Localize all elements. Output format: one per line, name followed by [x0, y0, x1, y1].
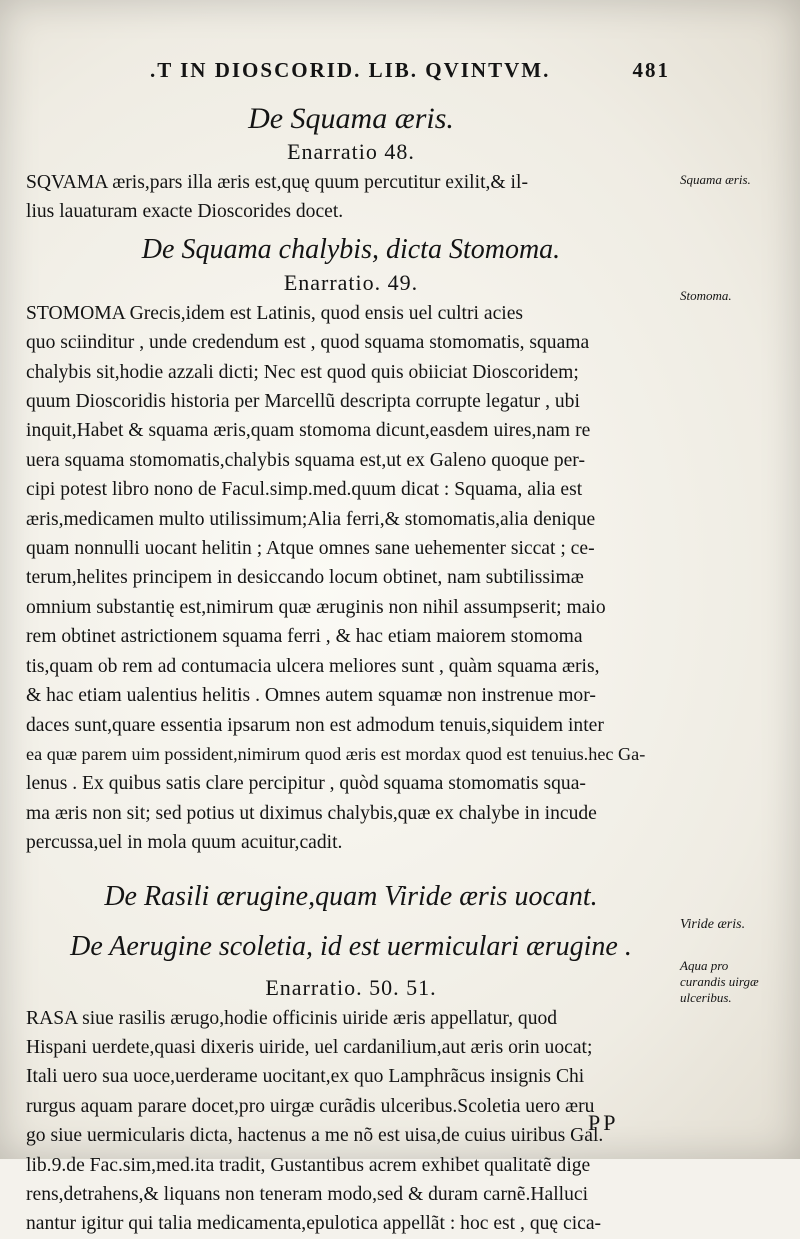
text-line: omnium substantię est,nimirum quæ æruginis non nihil assumpserit; maio [26, 596, 606, 618]
page-number: 481 [632, 58, 670, 82]
text-line: tis,quam ob rem ad contumacia ulcera meliores sunt , quàm squama æris, [26, 655, 600, 677]
spacer [26, 916, 676, 924]
text-line: daces sunt,quare essentia ipsarum non est admodum tenuis,siquidem inter [26, 714, 604, 736]
text-line: rens,detrahens,& liquans non teneram modo,sed & duram carnẽ.Halluci [26, 1183, 589, 1205]
margin-note-aqua-pro-curandis: Aqua pro curandis uirgæ ulceribus. [680, 958, 759, 1005]
spacer [26, 858, 676, 874]
running-head-title: .T IN DIOSCORID. LIB. QVINTVM. [150, 58, 551, 82]
text-line: STOMOMA Grecis,idem est Latinis, quod ensis uel cultri acies [26, 302, 524, 324]
enarratio-48: Enarratio 48. [287, 139, 415, 164]
text-line: inquit,Habet & squama æris,quam stomoma dicunt,easdem uires,nam re [26, 420, 591, 442]
margin-note-squama-aeris: Squama æris. [680, 172, 751, 187]
text-line: quam nonnulli uocant helitin ; Atque omnes sane uehementer siccat ; ce- [26, 538, 595, 560]
section-heading-squama-chalybis: De Squama chalybis, dicta Stomoma. [141, 233, 561, 265]
text-line: æris,medicamen multo utilissimum;Alia ferri,& stomomatis,alia denique [26, 508, 596, 530]
spacer [26, 966, 676, 974]
enarratio-50-51: Enarratio. 50. 51. [265, 974, 437, 1000]
text-line: nantur igitur qui talia medicamenta,epulotica appellãt : hoc est , quę cica- [26, 1213, 602, 1235]
text-line: lius lauaturam exacte Dioscorides docet. [26, 201, 344, 223]
paragraph-48 [26, 168, 676, 227]
text-line: uera squama stomomatis,chalybis squama est,ut ex Galeno quoque per- [26, 449, 585, 471]
enarratio-49: Enarratio. 49. [283, 269, 419, 295]
section-heading-rasili-aerugine: De Rasili ærugine,quam Viride æris uocant. [104, 880, 598, 912]
main-text [26, 96, 676, 1239]
signature-mark: PP [588, 1110, 619, 1135]
section-heading-aerugine-scoletia: De Aerugine scoletia, id est uermiculari ærugine . [70, 930, 632, 962]
margin-note-stomoma: Stomoma. [680, 288, 732, 303]
paragraph-50-51 [26, 1004, 676, 1239]
text-line: Itali uero sua uoce,uerderame uocitant,ex quo Lamphrãcus insignis Chi [26, 1066, 585, 1088]
text-line: ma æris non sit; sed potius ut diximus chalybis,quæ ex chalybe in incude [26, 802, 597, 824]
section-heading-squama-aeris: De Squama æris. [248, 102, 454, 135]
margin-note-viride-aeris: Viride æris. [680, 917, 746, 932]
text-line: go siue uermicularis dicta, hactenus a me nõ est uisa,de cuius uiribus Gal. [26, 1125, 604, 1147]
running-head [150, 58, 670, 86]
text-line: quo sciinditur , unde credendum est , quod squama stomomatis, squama [26, 332, 590, 354]
text-line: & hac etiam ualentius helitis . Omnes autem squamæ non instrenue mor- [26, 685, 596, 707]
text-line: lib.9.de Fac.sim,med.ita tradit, Gustantibus acrem exhibet qualitatẽ dige [26, 1154, 591, 1176]
text-line: Hispani uerdete,quasi dixeris uiride, uel cardanilium,aut æris orin uocat; [26, 1036, 593, 1058]
paragraph-49 [26, 299, 676, 858]
text-line: rurgus aquam parare docet,pro uirgæ curãdis ulceribus.Scoletia uero æru [26, 1095, 595, 1117]
text-line: ea quæ parem uim possident,nimirum quod æris est mordax quod est tenuius.hec Ga- [26, 743, 646, 764]
margin-notes [680, 0, 800, 1159]
text-line: lenus . Ex quibus satis clare percipitur , quòd squama stomomatis squa- [26, 773, 586, 795]
text-line: percussa,uel in mola quum acuitur,cadit. [26, 832, 343, 854]
text-line: RASA siue rasilis ærugo,hodie officinis uiride æris appellatur, quod [26, 1007, 558, 1029]
text-line: SQVAMA æris,pars illa æris est,quę quum percutitur exilit,& il- [26, 172, 528, 193]
text-line: rem obtinet astrictionem squama ferri , & hac etiam maiorem stomoma [26, 626, 583, 648]
text-line: quum Dioscoridis historia per Marcellũ descripta corrupte legatur , ubi [26, 391, 580, 413]
text-line: cipi potest libro nono de Facul.simp.med.quum dicat : Squama, alia est [26, 479, 583, 501]
text-line: terum,helites principem in desiccando locum obtinet, nam subtilissimæ [26, 567, 584, 589]
text-line: chalybis sit,hodie azzali dicti; Nec est quod quis obiiciat Dioscoridem; [26, 361, 579, 383]
